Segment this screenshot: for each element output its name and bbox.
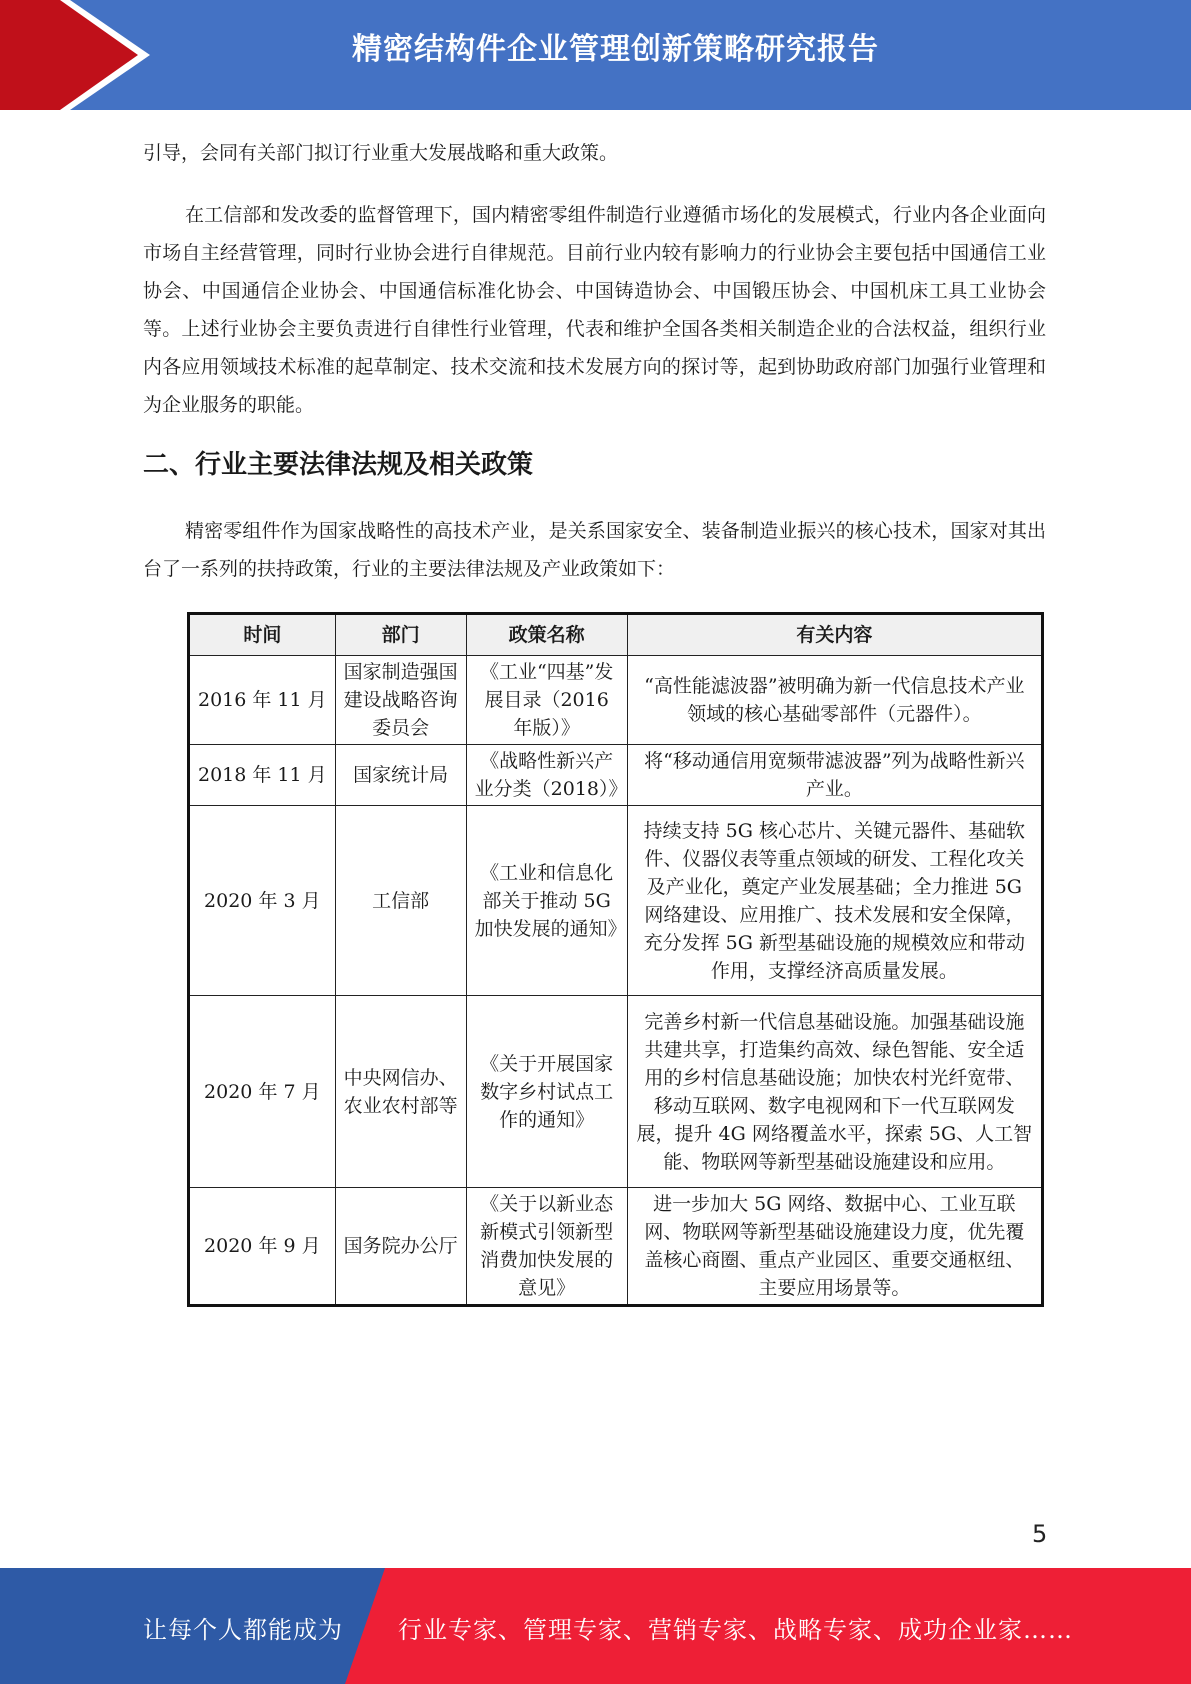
table-row <box>189 806 1043 996</box>
cell-content: “高性能滤波器”被明确为新一代信息技术产业领域的核心基础零部件（元器件）。 <box>627 656 1042 745</box>
cell-dept: 工信部 <box>335 806 466 996</box>
cell-content: 将“移动通信用宽频带滤波器”列为战略性新兴产业。 <box>627 745 1042 806</box>
cell-policy-name: 《关于以新业态新模式引领新型消费加快发展的意见》 <box>466 1188 627 1306</box>
col-header-policy-name: 政策名称 <box>466 614 627 656</box>
paragraph-3: 精密零组件作为国家战略性的高技术产业，是关系国家安全、装备制造业振兴的核心技术，国家对其出台了一系列的扶持政策，行业的主要法律法规及产业政策如下： <box>143 520 1046 580</box>
cell-time: 2018 年 11 月 <box>189 745 336 806</box>
table-row <box>189 1188 1043 1306</box>
cell-time: 2020 年 7 月 <box>189 996 336 1188</box>
cell-dept: 国家统计局 <box>335 745 466 806</box>
table-row <box>189 996 1043 1188</box>
cell-time: 2020 年 3 月 <box>189 806 336 996</box>
cell-dept: 中央网信办、农业农村部等 <box>335 996 466 1188</box>
table-row <box>189 656 1043 745</box>
cell-content: 完善乡村新一代信息基础设施。加强基础设施共建共享，打造集约高效、绿色智能、安全适用的乡村信息基础设施；加快农村光纤宽带、移动互联网、数字电视网和下一代互联网发展，提升 4G 网络覆盖水平，探索 5G、人工智能、物联网等新型基础设施建设和应用。 <box>627 996 1042 1188</box>
policy-table <box>187 612 1044 1307</box>
footer-slogan-left: 让每个人都能成为 <box>143 1616 343 1644</box>
cell-dept: 国务院办公厅 <box>335 1188 466 1306</box>
section-heading: 二、行业主要法律法规及相关政策 <box>143 450 534 480</box>
col-header-content: 有关内容 <box>627 614 1042 656</box>
cell-policy-name: 《工业“四基”发展目录（2016 年版）》 <box>466 656 627 745</box>
table-header-row <box>189 614 1043 656</box>
paragraph-2: 在工信部和发改委的监督管理下，国内精密零组件制造行业遵循市场化的发展模式，行业内各企业面向市场自主经营管理，同时行业协会进行自律规范。目前行业内较有影响力的行业协会主要包括中国通信工业协会、中国通信企业协会、中国通信标准化协会、中国铸造协会、中国锻压协会、中国机床工具工业协会等。上述行业协会主要负责进行自律性行业管理，代表和维护全国各类相关制造企业的合法权益，组织行业内各应用领域技术标准的起草制定、技术交流和技术发展方向的探讨等，起到协助政府部门加强行业管理和为企业服务的职能。 <box>143 204 1046 416</box>
col-header-dept: 部门 <box>335 614 466 656</box>
footer-slogan-right: 行业专家、管理专家、营销专家、战略专家、成功企业家…… <box>398 1616 1073 1644</box>
cell-content: 持续支持 5G 核心芯片、关键元器件、基础软件、仪器仪表等重点领域的研发、工程化攻关及产业化，奠定产业发展基础；全力推进 5G 网络建设、应用推广、技术发展和安全保障，充分发挥 5G 新型基础设施的规模效应和带动作用，支撑经济高质量发展。 <box>627 806 1042 996</box>
paragraph-1: 引导，会同有关部门拟订行业重大发展战略和重大政策。 <box>143 142 619 164</box>
col-header-time: 时间 <box>189 614 336 656</box>
cell-time: 2016 年 11 月 <box>189 656 336 745</box>
cell-content: 进一步加大 5G 网络、数据中心、工业互联网、物联网等新型基础设施建设力度，优先覆盖核心商圈、重点产业园区、重要交通枢纽、主要应用场景等。 <box>627 1188 1042 1306</box>
cell-time: 2020 年 9 月 <box>189 1188 336 1306</box>
table-row <box>189 745 1043 806</box>
cell-dept: 国家制造强国建设战略咨询委员会 <box>335 656 466 745</box>
cell-policy-name: 《战略性新兴产业分类（2018）》 <box>466 745 627 806</box>
cell-policy-name: 《工业和信息化部关于推动 5G 加快发展的通知》 <box>466 806 627 996</box>
report-title: 精密结构件企业管理创新策略研究报告 <box>352 32 879 67</box>
page-number: 5 <box>1032 1520 1048 1548</box>
page-footer <box>0 1568 1191 1684</box>
page-header <box>0 0 1191 110</box>
cell-policy-name: 《关于开展国家数字乡村试点工作的通知》 <box>466 996 627 1188</box>
